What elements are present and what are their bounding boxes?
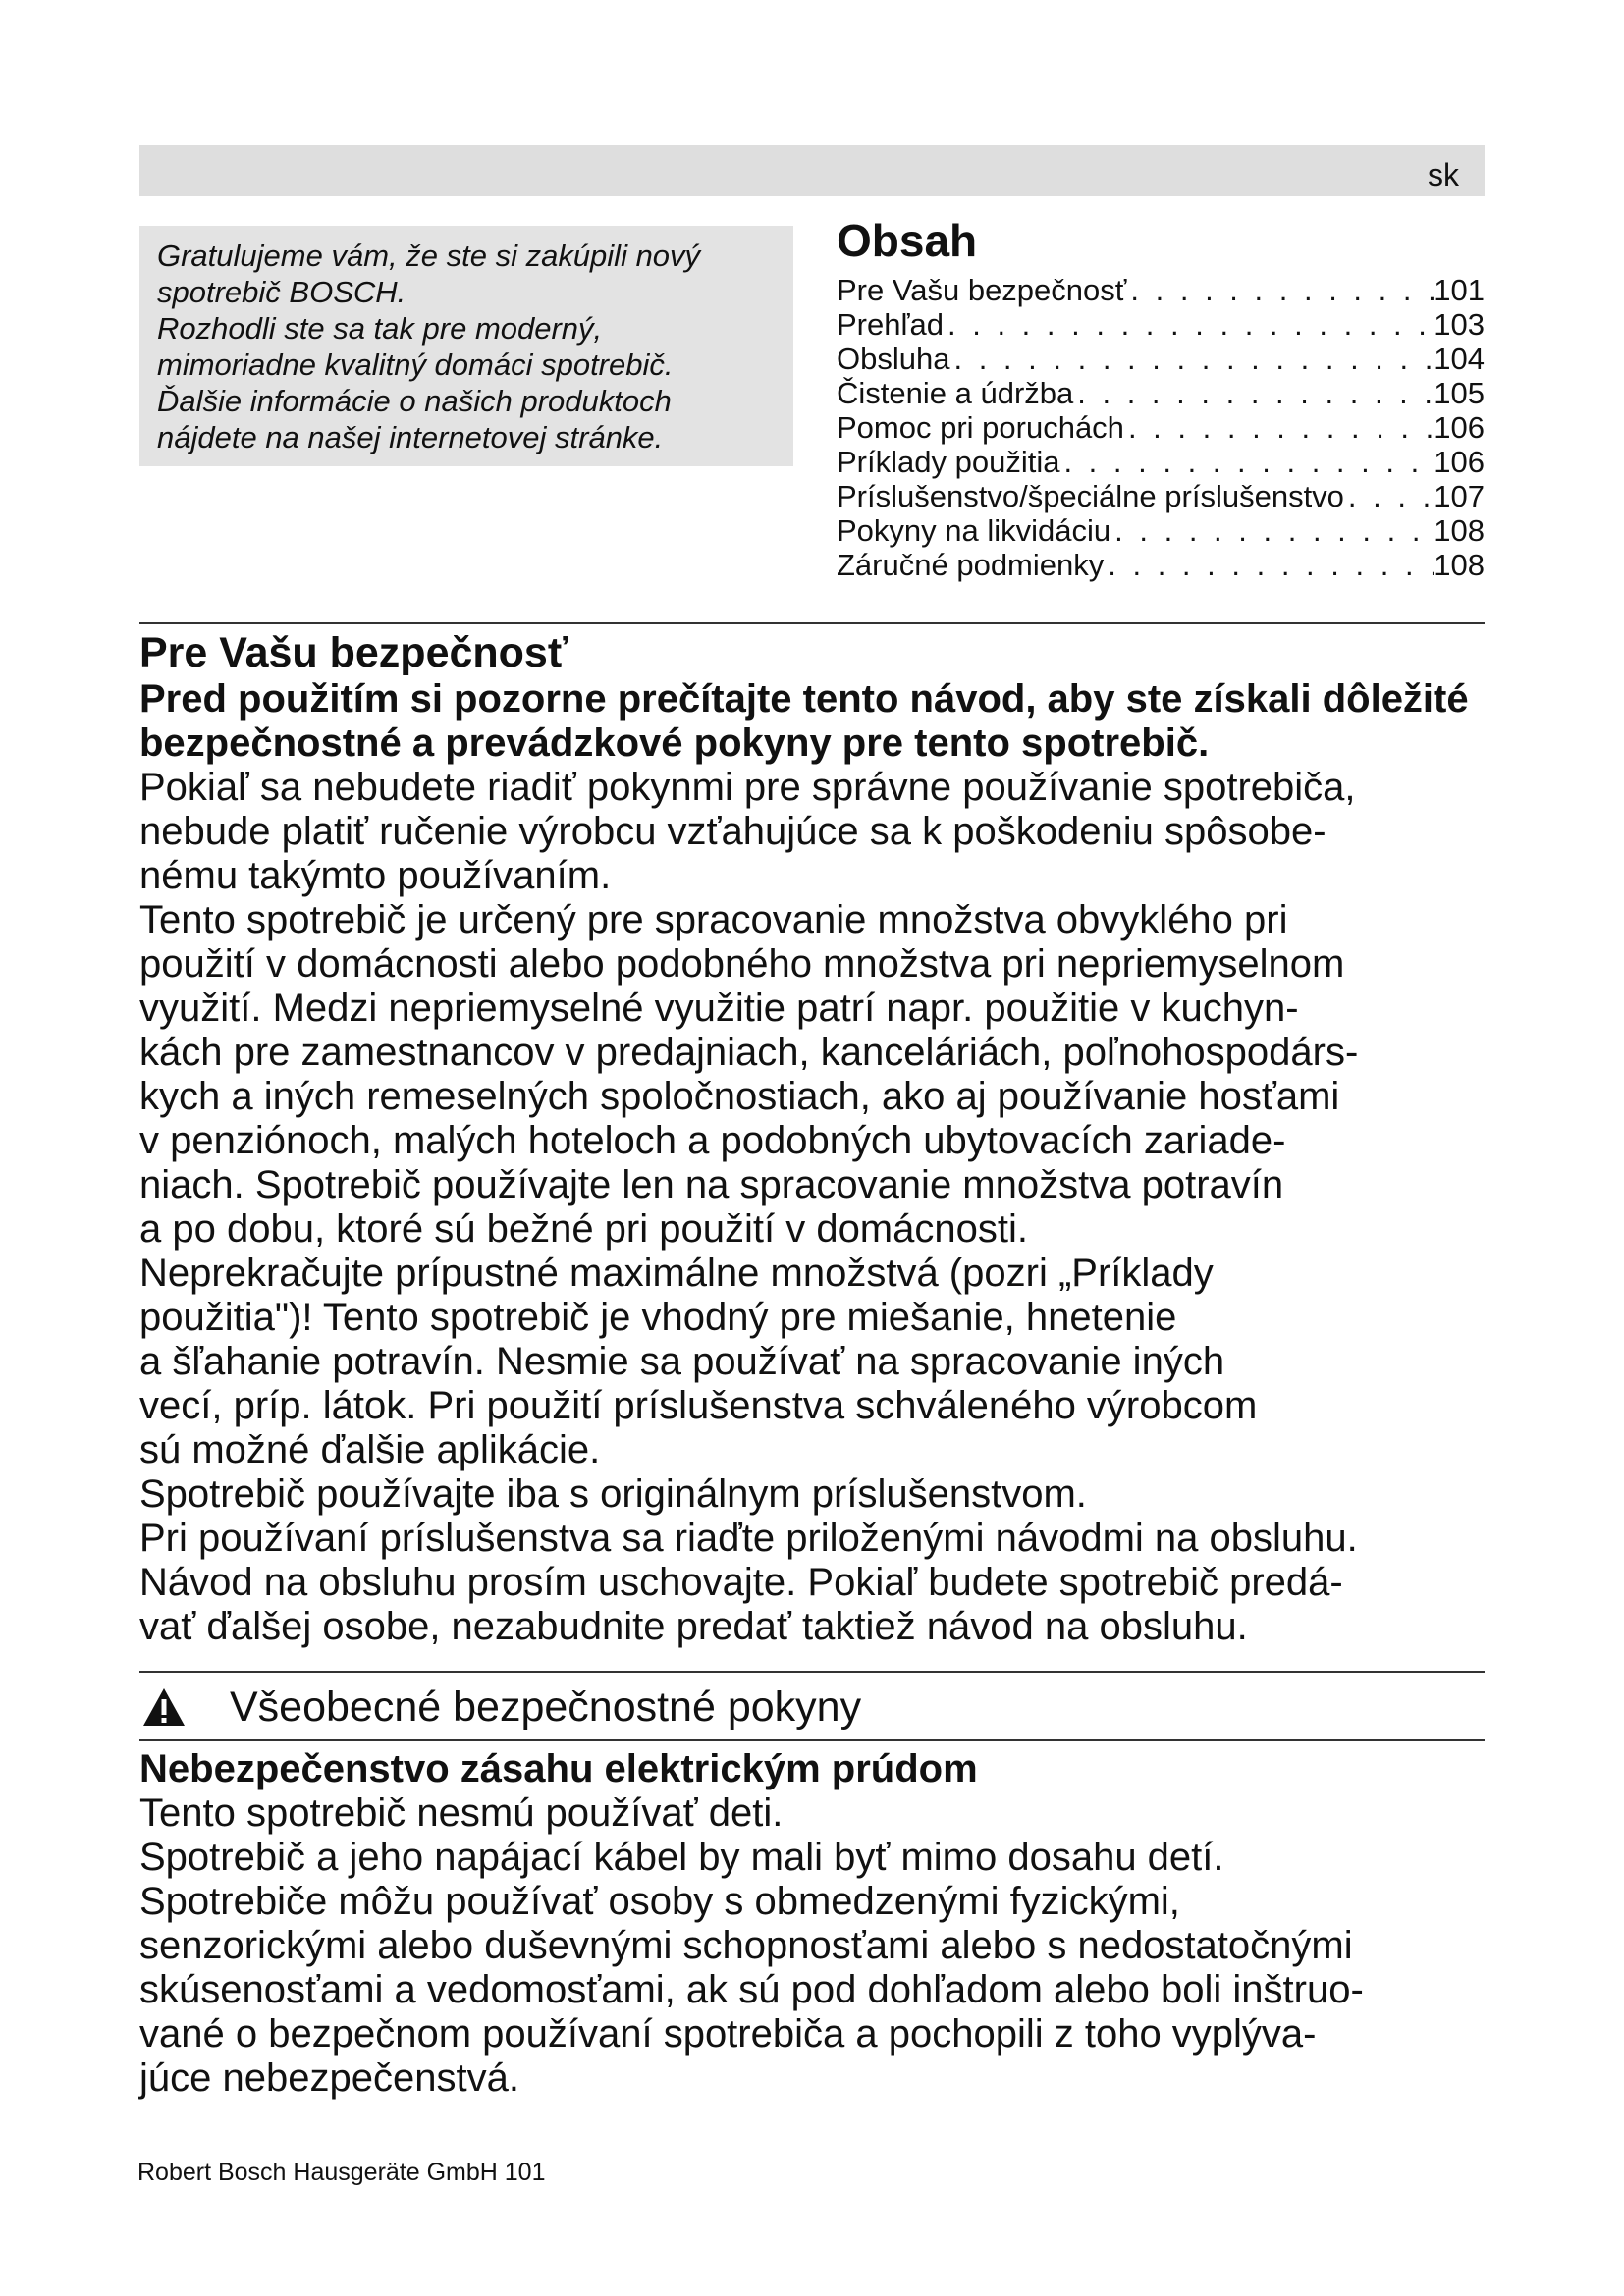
- toc-item-label: Čistenie a údržba: [837, 376, 1074, 410]
- toc-item-label: Pomoc pri poruchách: [837, 410, 1124, 445]
- toc-item-label: Prehľad: [837, 307, 944, 342]
- body-line: júce nebezpečenstvá.: [139, 2056, 519, 2100]
- body-line: využití. Medzi nepriemyselné využitie patrí napr. použitie v kuchyn-: [139, 987, 1299, 1030]
- toc-leader: [1344, 479, 1434, 513]
- toc-item-page: 106: [1434, 410, 1485, 445]
- body-line: v penziónoch, malých hoteloch a podobných ubytovacích zariade-: [139, 1119, 1286, 1162]
- toc-item[interactable]: [837, 273, 1485, 307]
- body-line: kách pre zamestnancov v predajniach, kanceláriách, poľnohospodárs-: [139, 1031, 1359, 1074]
- intro-line: Rozhodli ste sa tak pre moderný,: [157, 311, 603, 346]
- toc-item[interactable]: [837, 548, 1485, 582]
- body-line: a po dobu, ktoré sú bežné pri použití v domácnosti.: [139, 1207, 1028, 1251]
- toc-item-page: 101: [1434, 273, 1485, 307]
- body-line: Tento spotrebič je určený pre spracovanie množstva obvyklého pri: [139, 898, 1288, 941]
- body-line: nému takýmto používaním.: [139, 854, 612, 897]
- toc-leader: [1059, 445, 1434, 479]
- toc-item[interactable]: [837, 342, 1485, 376]
- intro-line: spotrebič BOSCH.: [157, 275, 406, 309]
- body-line: Pokiaľ sa nebudete riadiť pokynmi pre správne používanie spotrebiča,: [139, 766, 1356, 809]
- body-line: niach. Spotrebič používajte len na spracovanie množstva potravín: [139, 1163, 1284, 1206]
- language-bar: [139, 145, 1485, 196]
- page-footer: Robert Bosch Hausgeräte GmbH 101: [137, 2159, 546, 2186]
- electric-shock-subtitle: Nebezpečenstvo zásahu elektrickým prúdom: [139, 1747, 978, 1790]
- toc-leader: [1124, 410, 1434, 445]
- toc-leader: [949, 342, 1434, 376]
- intro-line: Ďalšie informácie o našich produktoch: [157, 384, 672, 418]
- toc-leader: [1104, 548, 1434, 582]
- general-safety-heading: [139, 1679, 1485, 1735]
- toc-leader: [944, 307, 1434, 342]
- toc-item-label: Obsluha: [837, 342, 950, 376]
- toc-title: Obsah: [837, 215, 978, 266]
- body-line: Spotrebič používajte iba s originálnym príslušenstvom.: [139, 1472, 1087, 1516]
- body-line: Neprekračujte prípustné maximálne množstvá (pozri „Príklady: [139, 1252, 1214, 1295]
- general-safety-title: Všeobecné bezpečnostné pokyny: [230, 1683, 862, 1731]
- toc-item-label: Príslušenstvo/špeciálne príslušenstvo: [837, 479, 1344, 513]
- body-line: Spotrebič a jeho napájací kábel by mali byť mimo dosahu detí.: [139, 1836, 1224, 1879]
- table-of-contents: [837, 216, 1485, 582]
- safety-lead-line: bezpečnostné a prevádzkové pokyny pre tento spotrebič.: [139, 721, 1210, 765]
- safety-section-body: [139, 677, 1489, 1649]
- toc-item-label: Záručné podmienky: [837, 548, 1105, 582]
- body-line: Návod na obsluhu prosím uschovajte. Pokiaľ budete spotrebič predá-: [139, 1561, 1343, 1604]
- body-line: vať ďalšej osobe, nezabudnite predať taktiež návod na obsluhu.: [139, 1605, 1248, 1648]
- toc-item-label: Pokyny na likvidáciu: [837, 513, 1111, 548]
- body-line: skúsenosťami a vedomosťami, ak sú pod dohľadom alebo boli inštruo-: [139, 1968, 1364, 2011]
- warning-triangle-icon: [141, 1686, 187, 1728]
- toc-leader: [1110, 513, 1434, 548]
- body-line: sú možné ďalšie aplikácie.: [139, 1428, 601, 1471]
- safety-section-title: Pre Vašu bezpečnosť: [139, 629, 568, 676]
- intro-line: Gratulujeme vám, že ste si zakúpili nový: [157, 239, 701, 273]
- general-safety-body: [139, 1747, 1489, 2101]
- body-line: použití v domácnosti alebo podobného množstva pri nepriemyselnom: [139, 942, 1345, 986]
- toc-item-page: 108: [1434, 548, 1485, 582]
- intro-line: mimoriadne kvalitný domáci spotrebič.: [157, 347, 674, 382]
- toc-item-page: 108: [1434, 513, 1485, 548]
- body-line: senzorickými alebo duševnými schopnosťami alebo s nedostatočnými: [139, 1924, 1353, 1967]
- body-line: použitia")! Tento spotrebič je vhodný pre miešanie, hnetenie: [139, 1296, 1177, 1339]
- toc-item-label: Pre Vašu bezpečnosť: [837, 273, 1127, 307]
- language-code: sk: [1428, 157, 1459, 192]
- body-line: nebude platiť ručenie výrobcu vzťahujúce sa k poškodeniu spôsobe-: [139, 810, 1326, 853]
- body-line: kych a iných remeselných spoločnostiach, ako aj používanie hosťami: [139, 1075, 1340, 1118]
- body-line: vané o bezpečnom používaní spotrebiča a pochopili z toho vyplýva-: [139, 2012, 1317, 2056]
- toc-item-page: 107: [1434, 479, 1485, 513]
- toc-item-page: 104: [1434, 342, 1485, 376]
- body-line: Spotrebiče môžu používať osoby s obmedzenými fyzickými,: [139, 1880, 1180, 1923]
- toc-item[interactable]: [837, 513, 1485, 548]
- section-divider: [139, 1671, 1485, 1673]
- safety-lead-line: Pred použitím si pozorne prečítajte tento návod, aby ste získali dôležité: [139, 677, 1469, 721]
- toc-leader: [1126, 273, 1434, 307]
- toc-item[interactable]: [837, 307, 1485, 342]
- intro-box: [139, 226, 793, 466]
- toc-item[interactable]: [837, 445, 1485, 479]
- toc-item[interactable]: [837, 410, 1485, 445]
- toc-item-page: 103: [1434, 307, 1485, 342]
- toc-item-page: 106: [1434, 445, 1485, 479]
- section-divider: [139, 1739, 1485, 1741]
- toc-leader: [1073, 376, 1434, 410]
- body-line: Pri používaní príslušenstva sa riaďte priloženými návodmi na obsluhu.: [139, 1517, 1358, 1560]
- body-line: Tento spotrebič nesmú používať deti.: [139, 1791, 784, 1835]
- toc-item[interactable]: [837, 479, 1485, 513]
- section-divider: [139, 622, 1485, 624]
- toc-item-label: Príklady použitia: [837, 445, 1060, 479]
- toc-item[interactable]: [837, 376, 1485, 410]
- body-line: vecí, príp. látok. Pri použití príslušenstva schváleného výrobcom: [139, 1384, 1258, 1427]
- body-line: a šľahanie potravín. Nesmie sa používať na spracovanie iných: [139, 1340, 1225, 1383]
- intro-line: nájdete na našej internetovej stránke.: [157, 420, 664, 454]
- toc-item-page: 105: [1434, 376, 1485, 410]
